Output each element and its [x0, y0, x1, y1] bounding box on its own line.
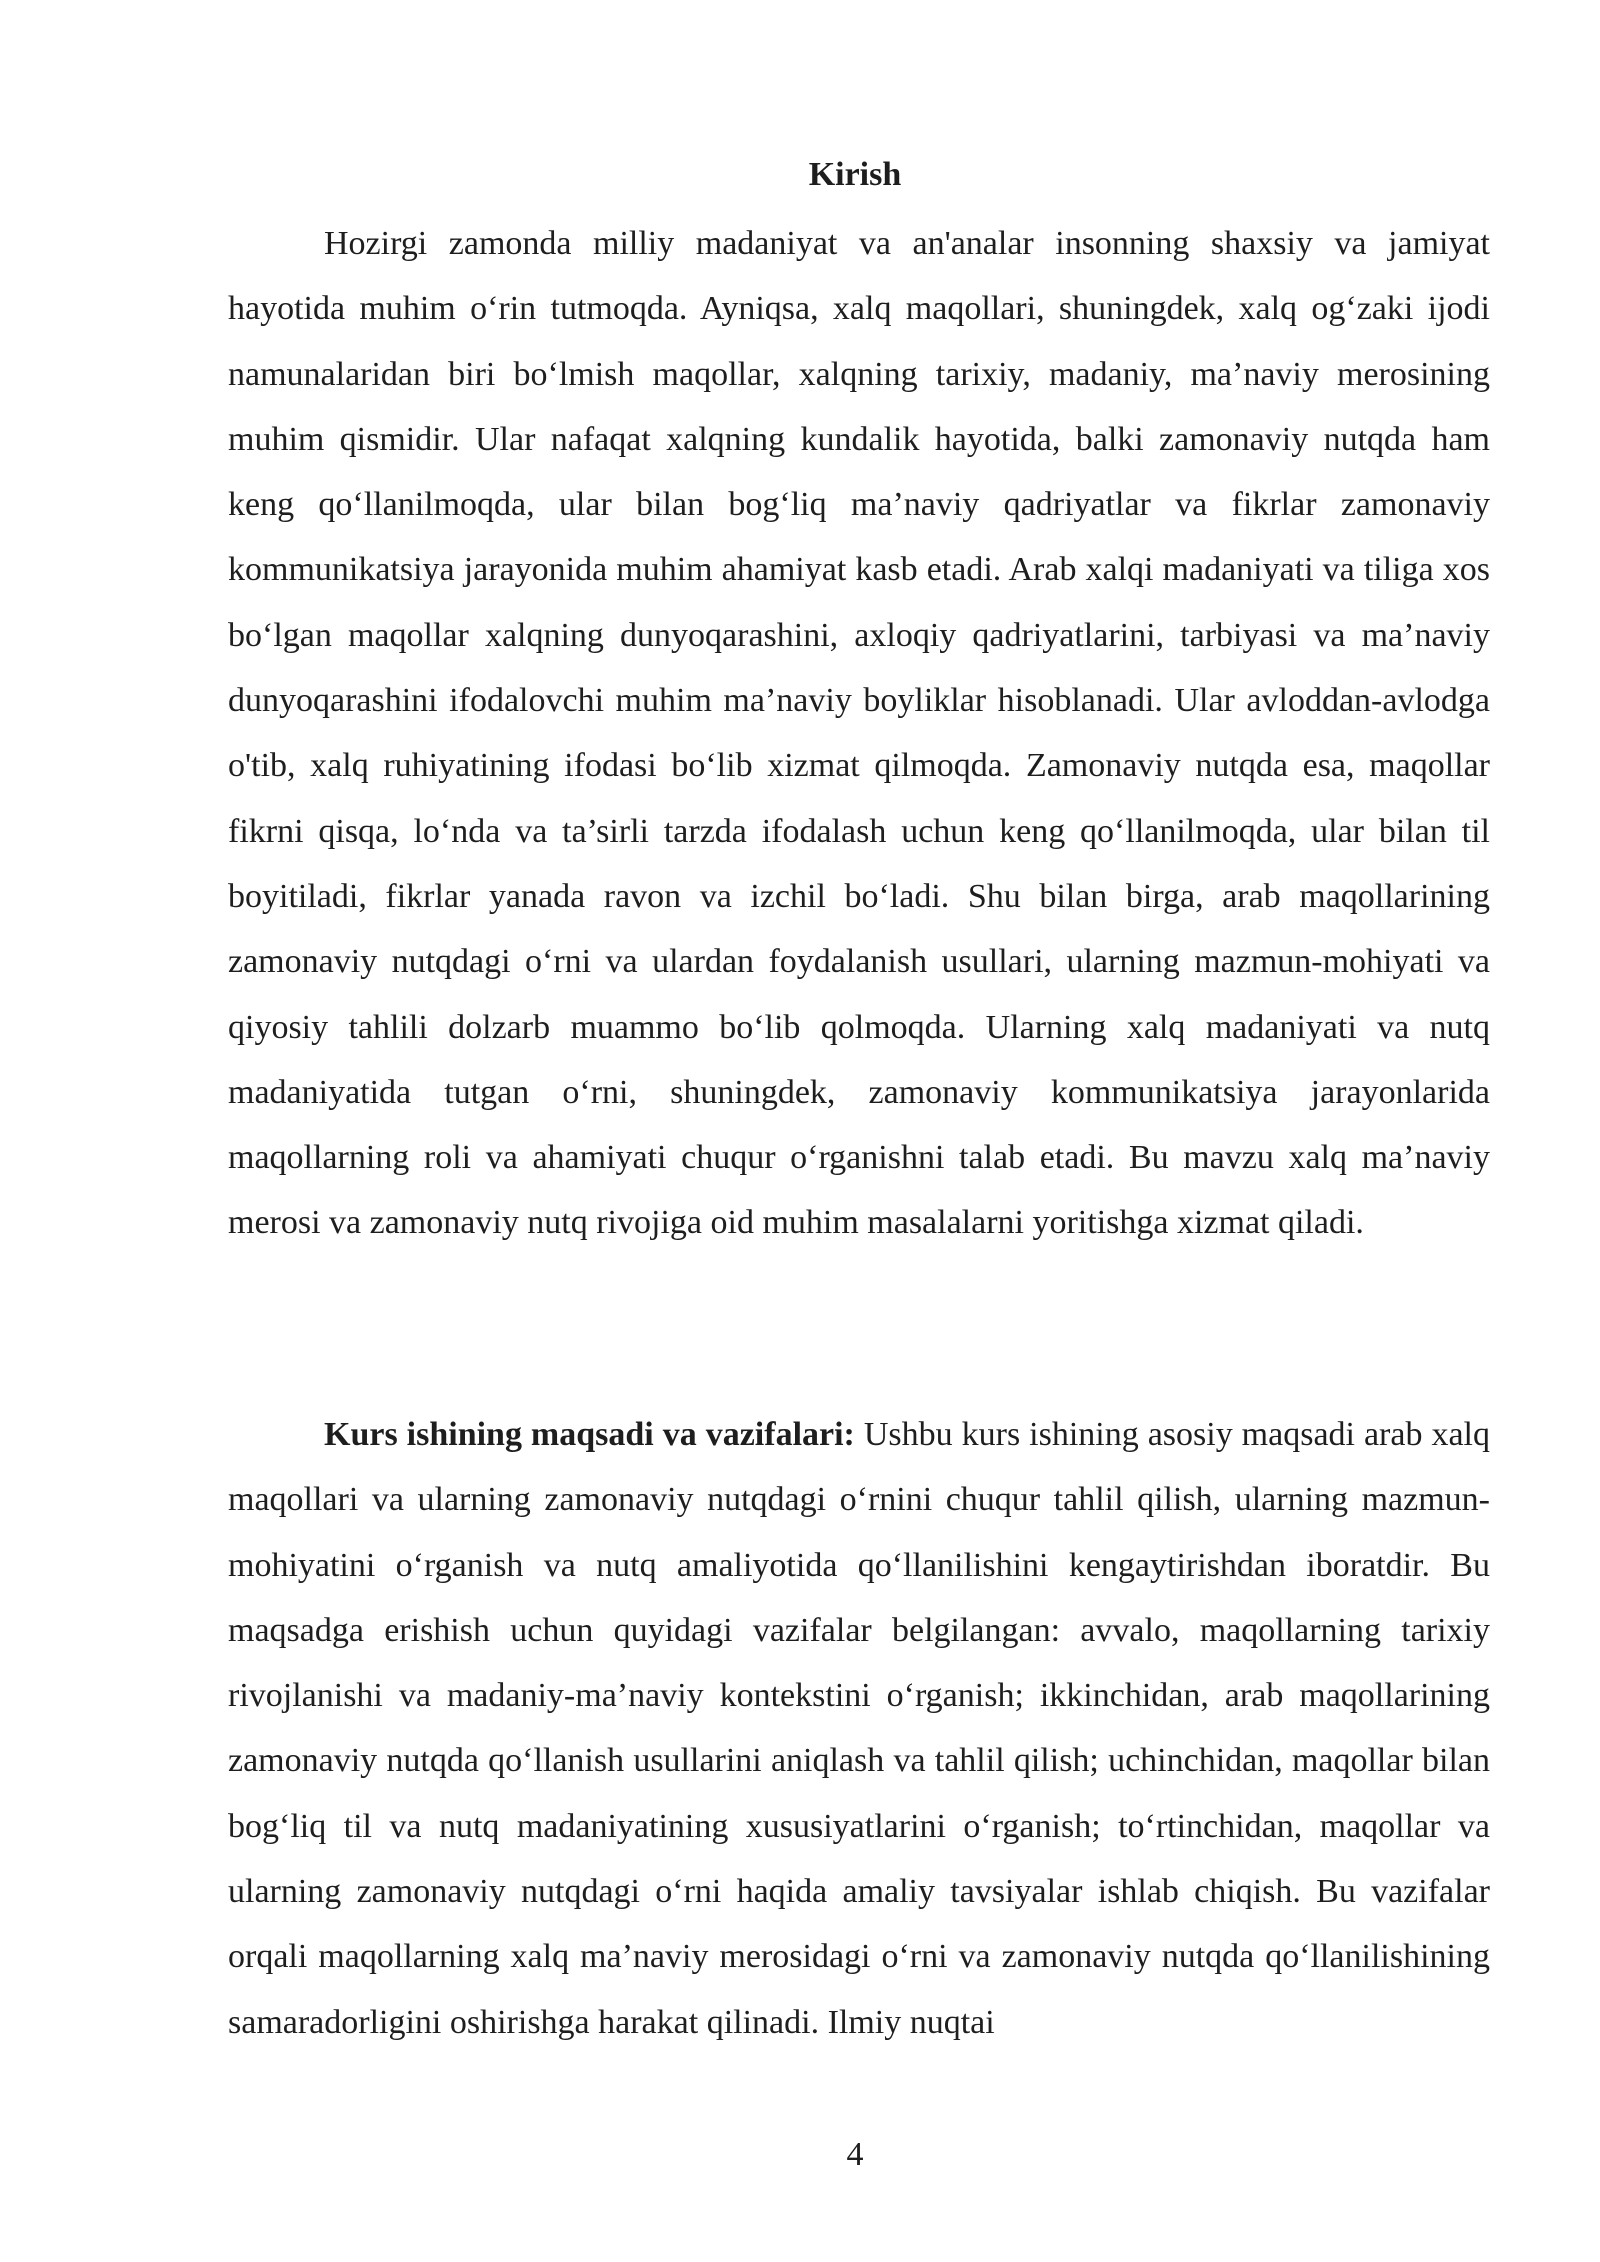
page-number: 4 [846, 2136, 864, 2173]
aims-body: Ushbu kurs ishining asosiy maqsadi arab xalq maqollari va ularning zamonaviy nutqdagi o‘rnini chuqur tahlil qilish, ularning mazmun-mohiyatini o‘rganish va nutq amaliyotida qo‘llanilishini kengaytirishdan iboratdir. Bu maqsadga erishish uchun quyidagi vazifalar belgilangan: avvalo, maqollarning tarixiy rivojlanishi va madaniy-ma’naviy kontekstini o‘rganish; ikkinchidan, arab maqollarining zamonaviy nutqda qo‘llanish usullarini aniqlash va tahlil qilish; uchinchidan, maqollar bilan bog‘liq til va nutq madaniyatining xususiyatlarini o‘rganish; to‘rtinchidan, maqollar va ularning zamonaviy nutqdagi o‘rni haqida amaliy tavsiyalar ishlab chiqish. Bu vazifalar orqali maqollarning xalq ma’naviy merosidagi o‘rni va zamonaviy nutqda qo‘llanilishining samaradorligini oshirishga harakat qilinadi. Ilmiy nuqtai [228, 1416, 1490, 2041]
introduction-paragraph: Hozirgi zamonda milliy madaniyat va an'analar insonning shaxsiy va jamiyat hayotida muhim o‘rin tutmoqda. Ayniqsa, xalq maqollari, shuningdek, xalq og‘zaki ijodi namunalaridan biri bo‘lmish maqollar, xalqning tarixiy, madaniy, ma’naviy merosining muhim qismidir. Ular nafaqat xalqning kundalik hayotida, balki zamonaviy nutqda ham keng qo‘llanilmoqda, ular bilan bog‘liq ma’naviy qadriyatlar va fikrlar zamonaviy kommunikatsiya jarayonida muhim ahamiyat kasb etadi. Arab xalqi madaniyati va tiliga xos bo‘lgan maqollar xalqning dunyoqarashini, axloqiy qadriyatlarini, tarbiyasi va ma’naviy dunyoqarashini ifodalovchi muhim ma’naviy boyliklar hisoblanadi. Ular avloddan-avlodga o'tib, xalq ruhiyatining ifodasi bo‘lib xizmat qilmoqda. Zamonaviy nutqda esa, maqollar fikrni qisqa, lo‘nda va ta’sirli tarzda ifodalash uchun keng qo‘llanilmoqda, ular bilan til boyitiladi, fikrlar yanada ravon va izchil bo‘ladi. Shu bilan birga, arab maqollarining zamonaviy nutqdagi o‘rni va ulardan foydalanish usullari, ularning mazmun-mohiyati va qiyosiy tahlili dolzarb muammo bo‘lib qolmoqda. Ularning xalq madaniyati va nutq madaniyatida tutgan o‘rni, shuningdek, zamonaviy kommunikatsiya jarayonlarida maqollarning roli va ahamiyati chuqur o‘rganishni talab etadi. Bu mavzu xalq ma’naviy merosi va zamonaviy nutq rivojiga oid muhim masalalarni yoritishga xizmat qiladi. [228, 225, 1490, 1242]
section-heading: Kirish [808, 156, 902, 193]
aims-paragraph [228, 1402, 1490, 2055]
aims-lead: Kurs ishining maqsadi va vazifalari: [324, 1416, 855, 1453]
